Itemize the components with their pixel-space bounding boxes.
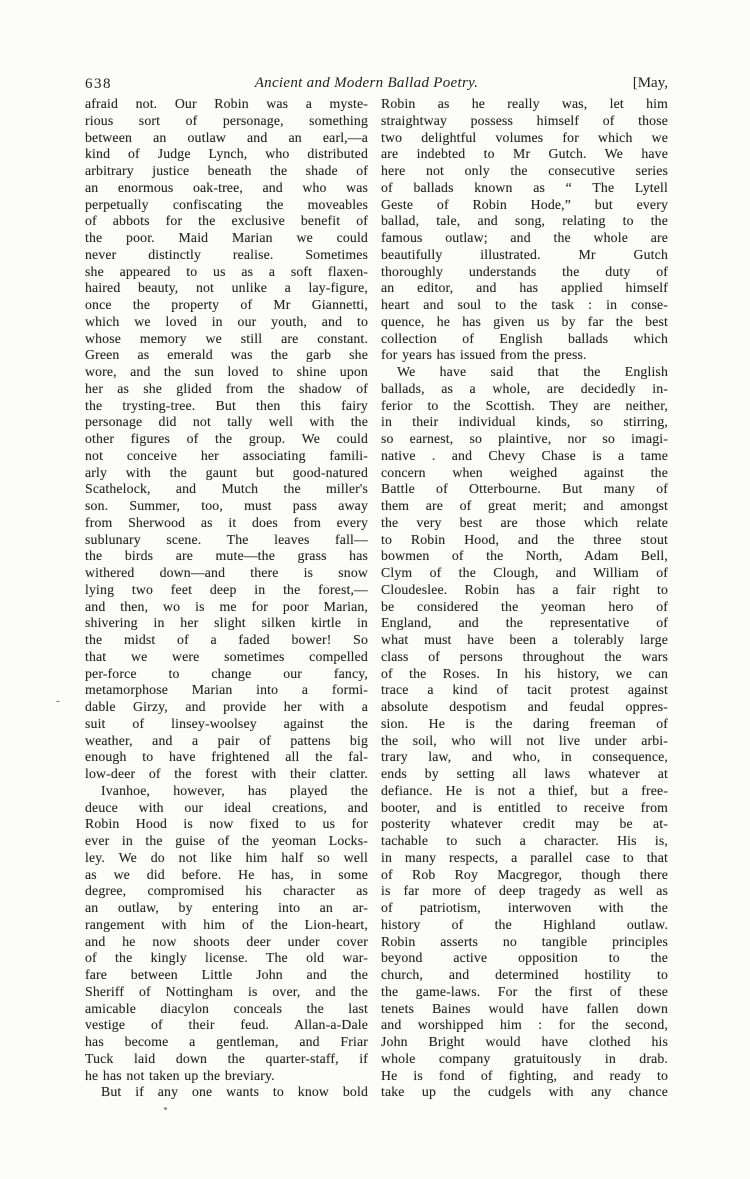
text-line: dable Girzy, and provide her with a: [85, 699, 368, 714]
text-line: arbitrary justice beneath the shade of: [85, 163, 368, 178]
text-line: trace a kind of tacit protest against: [381, 682, 668, 698]
text-line: bowmen of the North, Adam Bell,: [381, 548, 668, 564]
text-line: trary law, and who, in consequence,: [381, 749, 668, 765]
text-line: ends by setting all laws whatever at: [381, 766, 668, 781]
text-line: ballad, tale, and song, relating to the: [381, 213, 668, 229]
text-line: the very best are those which relate: [381, 514, 668, 530]
page-number: 638: [85, 76, 112, 92]
text-line: the soil, who will not live under arbi-: [381, 732, 668, 748]
text-line: Tuck laid down the quarter-staff, if: [85, 1050, 368, 1066]
text-line: whose memory we still are constant.: [85, 330, 368, 346]
text-line: her as she glided from the shadow of: [85, 380, 368, 396]
text-line: rangement with him of the Lion-heart,: [85, 916, 368, 932]
text-line: quence, he has given us by far the best: [381, 313, 668, 329]
text-line: an editor, and has applied himself: [381, 280, 668, 296]
text-line: whole company gratuitously in drab.: [381, 1050, 668, 1066]
text-line: fare between Little John and the: [85, 967, 368, 982]
text-line: beautifully illustrated. Mr Gutch: [381, 246, 668, 262]
text-line: the poor. Maid Marian we could: [85, 230, 368, 245]
text-line: Robin Hood is now fixed to us for: [85, 816, 368, 832]
text-line: Scathelock, and Mutch the miller's: [85, 481, 368, 497]
text-line: other figures of the group. We could: [85, 431, 368, 446]
text-line: afraid not. Our Robin was a myste-: [85, 96, 368, 111]
text-line: Green as emerald was the garb she: [85, 347, 368, 363]
text-line: booter, and is entitled to receive from: [381, 799, 668, 815]
text-line: has become a gentleman, and Friar: [85, 1034, 368, 1049]
text-line: sion. He is the daring freeman of: [381, 715, 668, 731]
text-line: of abbots for the exclusive benefit of: [85, 213, 368, 229]
text-line: sublunary scene. The leaves fall—: [85, 531, 368, 547]
text-line: he has not taken up the breviary.: [85, 1067, 275, 1083]
text-line: is far more of deep tragedy as well as: [381, 883, 668, 899]
text-line: here not only the consecutive series: [381, 163, 668, 178]
text-line: We have said that the English: [397, 364, 668, 379]
text-line: Sheriff of Nottingham is over, and the: [85, 983, 368, 999]
text-line: beyond active opposition to the: [381, 950, 668, 966]
text-line: and then, wo is me for poor Marian,: [85, 598, 368, 614]
text-line: enough to have frightened all the fal-: [85, 749, 368, 765]
text-line: ferior to the Scottish. They are neither,: [381, 397, 668, 413]
text-line: Clym of the Clough, and William of: [381, 565, 668, 580]
text-line: be considered the yeoman hero of: [381, 598, 668, 614]
text-line: in their individual kinds, so stirring,: [381, 414, 668, 430]
text-line: collection of English ballads which: [381, 330, 668, 346]
text-line: posterity whatever credit may be at-: [381, 816, 668, 832]
text-line: an outlaw, by entering into an ar-: [85, 900, 368, 915]
text-line: haired beauty, not unlike a lay-figure,: [85, 280, 368, 296]
text-line: thoroughly understands the duty of: [381, 263, 668, 279]
text-line: of ballads known as “ The Lytell: [381, 179, 668, 195]
text-line: England, and the representative of: [381, 615, 668, 631]
text-line: But if any one wants to know bold: [101, 1084, 368, 1100]
text-line: church, and determined hostility to: [381, 967, 668, 982]
text-line: heart and soul to the task : in conse-: [381, 297, 668, 312]
text-line: take up the cudgels with any chance: [381, 1084, 668, 1100]
text-line: history of the Highland outlaw.: [381, 916, 668, 932]
text-line: lying two feet deep in the forest,—: [85, 581, 368, 597]
text-line: deuce with our ideal creations, and: [85, 799, 368, 815]
text-line: ley. We do not like him half so well: [85, 849, 368, 865]
text-line: son. Summer, too, must pass away: [85, 498, 368, 513]
stray-ink-speck: [163, 1106, 167, 1110]
text-line: arly with the gaunt but good-natured: [85, 464, 368, 480]
text-line: John Bright would have clothed his: [381, 1034, 668, 1049]
text-line: and he now shoots deer under cover: [85, 933, 368, 949]
text-line: never distinctly realise. Sometimes: [85, 246, 368, 262]
text-line: an enormous oak-tree, and who was: [85, 179, 368, 195]
text-line: the game-laws. For the first of these: [381, 983, 668, 999]
text-line: that we were sometimes compelled: [85, 648, 368, 664]
text-line: she appeared to us as a soft flaxen-: [85, 263, 368, 279]
text-line: straightway possess himself of those: [381, 112, 668, 128]
text-line: wore, and the sun loved to shine upon: [85, 364, 368, 379]
text-columns: [85, 96, 668, 1101]
right-column: [381, 96, 668, 1101]
text-line: perpetually confiscating the moveables: [85, 196, 368, 212]
text-line: ballads, as a whole, are decidedly in-: [381, 380, 668, 396]
text-line: Robin as he really was, let him: [381, 96, 668, 111]
text-line: Battle of Otterbourne. But many of: [381, 481, 668, 497]
text-line: for years has issued from the press.: [381, 347, 587, 363]
text-line: defiance. He is not a thief, but a free-: [381, 782, 668, 798]
text-line: of Rob Roy Macgregor, though there: [381, 866, 668, 882]
text-line: between an outlaw and an earl,—a: [85, 129, 368, 145]
text-line: of patriotism, interwoven with the: [381, 900, 668, 915]
text-line: to Robin Hood, and the three stout: [381, 531, 668, 547]
issue-date: [May,: [632, 75, 668, 91]
text-line: weather, and a pair of pattens big: [85, 732, 368, 748]
text-line: what must have been a tolerably large: [381, 632, 668, 647]
text-line: the midst of a faded bower! So: [85, 632, 368, 647]
text-line: Robin asserts no tangible principles: [381, 933, 668, 949]
page-header: [85, 75, 668, 95]
running-title: Ancient and Modern Ballad Poetry.: [254, 75, 479, 91]
text-line: them are of great merit; and amongst: [381, 498, 668, 513]
text-line: kind of Judge Lynch, who distributed: [85, 146, 368, 162]
text-line: not conceive her associating famili-: [85, 447, 368, 463]
text-line: personage did not tally well with the: [85, 414, 368, 430]
text-line: which we loved in our youth, and to: [85, 313, 368, 329]
text-line: as we did before. He has, in some: [85, 866, 368, 882]
text-line: vestige of their feud. Allan-a-Dale: [85, 1017, 368, 1033]
text-line: and worshipped him : for the second,: [381, 1017, 668, 1033]
left-column: [85, 96, 368, 1101]
text-line: shivering in her slight silken kirtle in: [85, 615, 368, 631]
text-line: concern when weighed against the: [381, 464, 668, 480]
text-line: once the property of Mr Giannetti,: [85, 297, 368, 312]
text-line: He is fond of fighting, and ready to: [381, 1067, 668, 1083]
text-line: rious sort of personage, something: [85, 112, 368, 128]
text-line: the birds are mute—the grass has: [85, 548, 368, 564]
margin-ink-mark: -: [56, 695, 60, 707]
text-line: withered down—and there is snow: [85, 565, 368, 580]
text-line: Geste of Robin Hode,” but every: [381, 196, 668, 212]
text-line: of the kingly license. The old war-: [85, 950, 368, 966]
text-line: metamorphose Marian into a formi-: [85, 682, 368, 698]
text-line: Cloudeslee. Robin has a fair right to: [381, 581, 668, 597]
text-line: suit of linsey-woolsey against the: [85, 715, 368, 731]
text-line: degree, compromised his character as: [85, 883, 368, 899]
text-line: in many respects, a parallel case to that: [381, 849, 668, 865]
text-line: class of persons throughout the wars: [381, 648, 668, 664]
text-line: per-force to change our fancy,: [85, 665, 368, 681]
text-line: two delightful volumes for which we: [381, 129, 668, 145]
text-line: the trysting-tree. But then this fairy: [85, 397, 368, 413]
text-line: Ivanhoe, however, has played the: [101, 782, 368, 798]
text-line: are indebted to Mr Gutch. We have: [381, 146, 668, 162]
text-line: native . and Chevy Chase is a tame: [381, 447, 668, 463]
text-line: from Sherwood as it does from every: [85, 514, 368, 530]
text-line: ever in the guise of the yeoman Locks-: [85, 833, 368, 848]
text-line: tenets Baines would have fallen down: [381, 1000, 668, 1016]
text-line: famous outlaw; and the whole are: [381, 230, 668, 245]
text-line: tachable to such a character. His is,: [381, 833, 668, 848]
text-line: amicable diacylon conceals the last: [85, 1000, 368, 1016]
text-line: low-deer of the forest with their clatter.: [85, 766, 368, 781]
text-line: so earnest, so plaintive, nor so imagi-: [381, 431, 668, 446]
text-line: absolute despotism and feudal oppres-: [381, 699, 668, 714]
text-line: of the Roses. In his history, we can: [381, 665, 668, 681]
